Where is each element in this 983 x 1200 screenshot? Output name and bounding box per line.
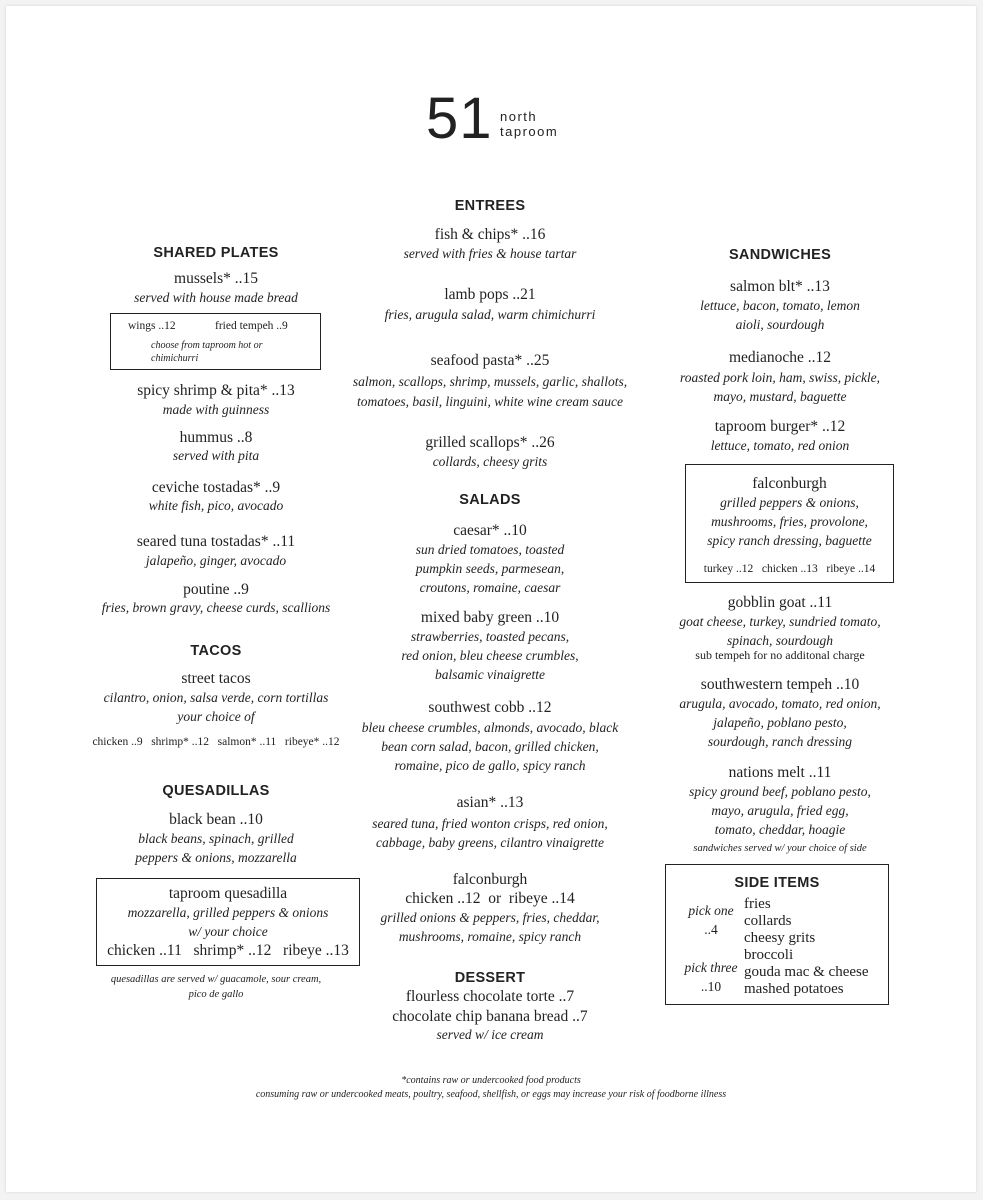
southwest-cobb-desc-2: bean corn salad, bacon, grilled chicken, bbox=[381, 739, 599, 754]
logo-line-taproom: taproom bbox=[500, 124, 559, 139]
nations-melt-item: nations melt ..11 bbox=[728, 764, 832, 781]
salmon-blt-item: salmon blt* ..13 bbox=[730, 278, 830, 295]
caesar-desc-1: sun dried tomatoes, toasted bbox=[415, 542, 565, 557]
falconburgh-sandwich-desc-1: grilled peppers & onions, bbox=[720, 495, 859, 510]
quesadilla-note-2: pico de gallo bbox=[188, 989, 244, 1000]
falconburgh-sandwich-desc-2: mushrooms, fries, provolone, bbox=[711, 514, 868, 529]
salmon-blt-desc-1: lettuce, bacon, tomato, lemon bbox=[700, 298, 860, 313]
nations-melt-desc-1: spicy ground beef, poblano pesto, bbox=[689, 784, 871, 799]
southwestern-tempeh-desc-1: arugula, avocado, tomato, red onion, bbox=[679, 696, 881, 711]
foodborne-illness-warning: consuming raw or undercooked meats, poultry, seafood, shellfish, or eggs may increase your risk of foodborne illness bbox=[255, 1089, 727, 1100]
salmon-blt-desc-2: aioli, sourdough bbox=[735, 317, 825, 332]
pick-one-label: pick one bbox=[688, 903, 734, 918]
caesar-desc-2: pumpkin seeds, parmesean, bbox=[415, 561, 565, 576]
falconburgh-sandwich-item: falconburgh bbox=[752, 475, 827, 492]
taproom-quesadilla-box bbox=[96, 878, 360, 966]
fish-chips-desc: served with fries & house tartar bbox=[403, 246, 577, 261]
mussels-item: mussels* ..15 bbox=[174, 270, 258, 287]
falconburgh-salad-desc-1: grilled onions & peppers, fries, cheddar, bbox=[380, 910, 600, 925]
southwest-cobb-desc-1: bleu cheese crumbles, almonds, avocado, black bbox=[361, 720, 619, 735]
street-tacos-desc: cilantro, onion, salsa verde, corn tortillas bbox=[103, 690, 329, 705]
entrees-heading: ENTREES bbox=[454, 198, 526, 214]
southwestern-tempeh-item: southwestern tempeh ..10 bbox=[700, 676, 860, 693]
side-item: collards bbox=[744, 913, 792, 929]
lamb-pops-desc: fries, arugula salad, warm chimichurri bbox=[384, 307, 596, 322]
logo-number: 51 bbox=[426, 86, 493, 151]
black-bean-item: black bean ..10 bbox=[169, 811, 263, 828]
falconburgh-salad-desc-2: mushrooms, romaine, spicy ranch bbox=[398, 929, 582, 944]
seafood-pasta-desc-2: tomatoes, basil, linguini, white wine cream sauce bbox=[356, 394, 624, 409]
grilled-scallops-desc: collards, cheesy grits bbox=[432, 454, 548, 469]
tacos-heading: TACOS bbox=[190, 643, 242, 659]
nations-melt-desc-2: mayo, arugula, fried egg, bbox=[711, 803, 849, 818]
side-item: gouda mac & cheese bbox=[744, 964, 869, 980]
falconburgh-salad-price: chicken ..12 or ribeye ..14 bbox=[405, 890, 575, 907]
taproom-quesadilla-options: chicken ..11 shrimp* ..12 ribeye ..13 bbox=[107, 942, 349, 959]
side-items-heading: SIDE ITEMS bbox=[734, 875, 820, 891]
hummus-item: hummus ..8 bbox=[179, 429, 253, 446]
mixed-baby-green-desc-2: red onion, bleu cheese crumbles, bbox=[401, 648, 579, 663]
dessert-desc: served w/ ice cream bbox=[436, 1027, 544, 1042]
shared-plates-heading: SHARED PLATES bbox=[153, 245, 279, 261]
asian-item: asian* ..13 bbox=[456, 794, 524, 811]
medianoche-desc-1: roasted pork loin, ham, swiss, pickle, bbox=[679, 370, 881, 385]
sandwich-side-note: sandwiches served w/ your choice of side bbox=[693, 843, 867, 854]
street-tacos-choice: your choice of bbox=[177, 709, 255, 724]
hummus-desc: served with pita bbox=[172, 448, 260, 463]
seafood-pasta-item: seafood pasta* ..25 bbox=[430, 352, 550, 369]
pick-one-price: ..4 bbox=[704, 922, 718, 937]
black-bean-desc-1: black beans, spinach, grilled bbox=[138, 831, 294, 846]
pick-three-price: ..10 bbox=[700, 979, 722, 994]
asian-desc-1: seared tuna, fried wonton crisps, red onion, bbox=[372, 816, 608, 831]
taco-options: chicken ..9 shrimp* ..12 salmon* ..11 ribeye* ..12 bbox=[92, 736, 340, 748]
falconburgh-sandwich-box bbox=[685, 464, 894, 583]
black-bean-desc-2: peppers & onions, mozzarella bbox=[135, 850, 297, 865]
medianoche-desc-2: mayo, mustard, baguette bbox=[713, 389, 847, 404]
caesar-item: caesar* ..10 bbox=[453, 522, 527, 539]
spicy-shrimp-desc: made with guinness bbox=[162, 402, 270, 417]
fish-chips-item: fish & chips* ..16 bbox=[434, 226, 546, 243]
taproom-quesadilla-desc-1: mozzarella, grilled peppers & onions bbox=[127, 905, 329, 920]
chocolate-torte-item: flourless chocolate torte ..7 bbox=[405, 988, 575, 1005]
fried-tempeh-item: fried tempeh ..9 bbox=[215, 320, 288, 332]
logo-text bbox=[500, 109, 558, 139]
banana-bread-item: chocolate chip banana bread ..7 bbox=[392, 1008, 588, 1025]
mixed-baby-green-desc-3: balsamic vinaigrette bbox=[434, 667, 546, 682]
street-tacos-item: street tacos bbox=[181, 670, 251, 687]
side-items-box bbox=[665, 864, 889, 1005]
poutine-desc: fries, brown gravy, cheese curds, scallions bbox=[101, 600, 331, 615]
seared-tuna-desc: jalapeño, ginger, avocado bbox=[145, 553, 287, 568]
southwest-cobb-desc-3: romaine, pico de gallo, spicy ranch bbox=[394, 758, 586, 773]
sauce-choice-note: choose from taproom hot or chimichurri bbox=[151, 340, 263, 364]
poutine-item: poutine ..9 bbox=[183, 581, 249, 598]
raw-food-disclaimer: *contains raw or undercooked food products bbox=[401, 1075, 581, 1086]
ceviche-item: ceviche tostadas* ..9 bbox=[151, 479, 281, 496]
mixed-baby-green-desc-1: strawberries, toasted pecans, bbox=[410, 629, 570, 644]
gobblin-goat-note: sub tempeh for no additonal charge bbox=[695, 648, 865, 662]
side-item: mashed potatoes bbox=[744, 981, 844, 997]
logo-line-north: north bbox=[500, 109, 538, 124]
mussels-desc: served with house made bread bbox=[134, 290, 298, 305]
southwestern-tempeh-desc-2: jalapeño, poblano pesto, bbox=[713, 715, 847, 730]
seafood-pasta-desc-1: salmon, scallops, shrimp, mussels, garlic, shallots, bbox=[352, 374, 628, 389]
side-item: fries bbox=[744, 896, 771, 912]
salads-heading: SALADS bbox=[459, 492, 521, 508]
caesar-desc-3: croutons, romaine, caesar bbox=[419, 580, 561, 595]
mixed-baby-green-item: mixed baby green ..10 bbox=[420, 609, 560, 626]
grilled-scallops-item: grilled scallops* ..26 bbox=[425, 434, 555, 451]
side-item: broccoli bbox=[744, 947, 794, 963]
medianoche-item: medianoche ..12 bbox=[728, 349, 831, 366]
falconburgh-sandwich-options: turkey ..12 chicken ..13 ribeye ..14 bbox=[703, 563, 876, 575]
taproom-quesadilla-desc-2: w/ your choice bbox=[188, 924, 268, 939]
sandwiches-heading: SANDWICHES bbox=[728, 247, 832, 263]
asian-desc-2: cabbage, baby greens, cilantro vinaigrette bbox=[376, 835, 604, 850]
falconburgh-salad-item: falconburgh bbox=[452, 871, 528, 888]
gobblin-goat-desc-1: goat cheese, turkey, sundried tomato, bbox=[679, 614, 881, 629]
quesadillas-heading: QUESADILLAS bbox=[162, 783, 270, 799]
pick-three-label: pick three bbox=[684, 960, 738, 975]
ceviche-desc: white fish, pico, avocado bbox=[148, 498, 284, 513]
menu-page bbox=[6, 6, 976, 1192]
taproom-burger-desc: lettuce, tomato, red onion bbox=[710, 438, 850, 453]
gobblin-goat-desc-2: spinach, sourdough bbox=[726, 633, 833, 648]
taproom-quesadilla-item: taproom quesadilla bbox=[168, 885, 288, 902]
southwestern-tempeh-desc-3: sourdough, ranch dressing bbox=[707, 734, 853, 749]
seared-tuna-item: seared tuna tostadas* ..11 bbox=[136, 533, 296, 550]
southwest-cobb-item: southwest cobb ..12 bbox=[428, 699, 552, 716]
lamb-pops-item: lamb pops ..21 bbox=[444, 286, 536, 303]
nations-melt-desc-3: tomato, cheddar, hoagie bbox=[714, 822, 846, 837]
wings-item: wings ..12 bbox=[128, 320, 176, 332]
quesadilla-note-1: quesadillas are served w/ guacamole, sour cream, bbox=[110, 974, 322, 985]
taproom-burger-item: taproom burger* ..12 bbox=[714, 418, 846, 435]
side-item: cheesy grits bbox=[744, 930, 816, 946]
dessert-heading: DESSERT bbox=[454, 970, 526, 986]
spicy-shrimp-item: spicy shrimp & pita* ..13 bbox=[137, 382, 295, 399]
gobblin-goat-item: gobblin goat ..11 bbox=[727, 594, 833, 611]
wings-tempeh-box bbox=[110, 313, 321, 370]
falconburgh-sandwich-desc-3: spicy ranch dressing, baguette bbox=[707, 533, 872, 548]
side-items-list bbox=[744, 896, 869, 998]
